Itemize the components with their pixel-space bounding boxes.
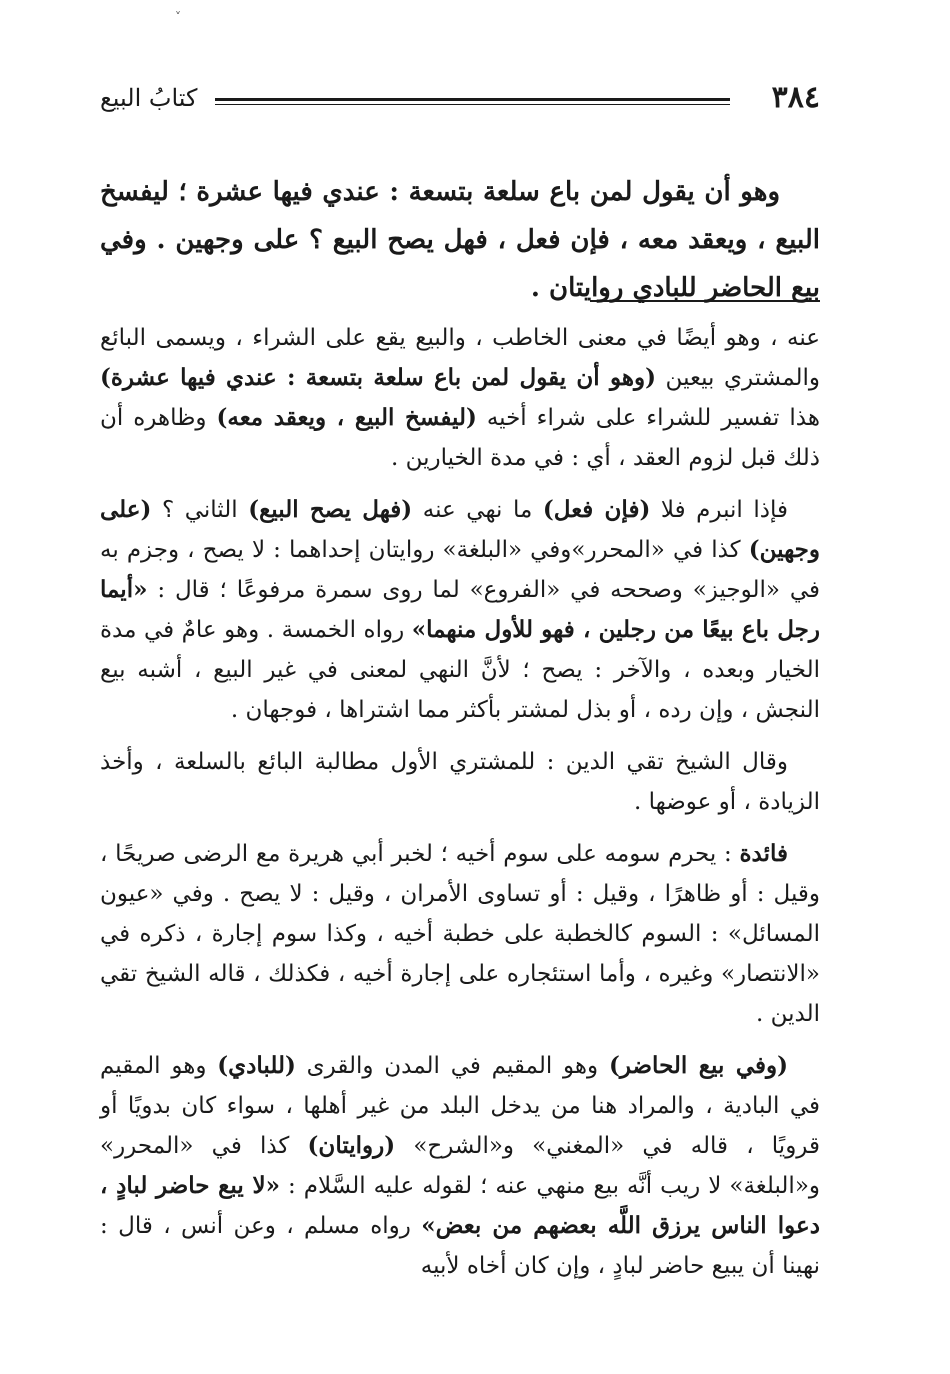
text-run: هذا تفسير للشراء على شراء أخيه (476, 405, 820, 431)
quoted-matn: (للبادي) (217, 1052, 296, 1079)
commentary-paragraph-3 (100, 742, 820, 822)
quoted-matn: (على وجهين) (100, 496, 820, 563)
matn-text-block (100, 168, 820, 312)
commentary-paragraph-1 (100, 318, 820, 478)
text-run: فإذا انبرم فلا (650, 497, 789, 523)
footnote-divider (590, 300, 820, 302)
page-number: ٣٨٤ (771, 80, 820, 115)
commentary-block (100, 318, 820, 1298)
quoted-matn: (فهل يصح البيع) (248, 496, 413, 523)
text-run: رواه الخمسة . وهو عامٌ في مدة الخيار وبعده ، والآخر : يصح ؛ لأنَّ النهي لمعنى في غير البيع ، أشبه بيع النجش ، وإن رده ، أو بذل لمشتر بأكثر مما اشتراها ، فوجهان . (100, 617, 820, 723)
text-run: عنه ، وهو أيضًا في معنى الخاطب ، والبيع يقع على الشراء ، ويسمى البائع والمشتري بيعين (100, 325, 820, 391)
text-run: رواه مسلم ، وعن أنس ، قال : نهينا أن يبيع حاضر لبادٍ ، وإن كان أخاه لأبيه (100, 1213, 820, 1279)
hadith-quote: «لا يبع حاضر لبادٍ ، دعوا الناس يرزق اللَّه بعضهم من بعض» (100, 1172, 820, 1239)
text-run: وظاهره أن ذلك قبل لزوم العقد ، أي : في مدة الخيارين . (100, 405, 820, 471)
text-run: وقال الشيخ تقي الدين : للمشتري الأول مطالبة البائع بالسلعة ، وأخذ الزيادة ، أو عوضها . (100, 749, 820, 815)
quoted-matn: (ليفسخ البيع ، ويعقد معه) (216, 404, 477, 431)
note-label: فائدة (739, 840, 788, 867)
page-header (100, 72, 820, 122)
header-rule (215, 98, 730, 105)
quoted-matn: (وهو أن يقول لمن باع سلعة بتسعة : عندي فيها عشرة) (100, 364, 656, 391)
commentary-paragraph-4 (100, 834, 820, 1034)
book-title: كتابُ البيع (100, 84, 198, 112)
hadith-quote: «أيما رجل باع بيعًا من رجلين ، فهو للأول منهما» (100, 576, 820, 643)
text-run: الثاني ؟ (151, 497, 249, 523)
text-run: ما نهي عنه (412, 497, 543, 523)
text-run: : يحرم سومه على سوم أخيه ؛ لخبر أبي هريرة مع الرضى صريحًا ، وقيل : أو ظاهرًا ، وقيل : أو تساوى الأمران ، وقيل : لا يصح . وفي «عيون المسائل» : السوم كالخطبة على خطبة أخيه ، وكذا سوم إجارة ، ذكره في «الانتصار» وغيره ، وأما استئجاره على إجارة أخيه ، فكذلك ، قاله الشيخ تقي الدين . (100, 841, 820, 1027)
matn-text: وهو أن يقول لمن باع سلعة بتسعة : عندي فيها عشرة ؛ ليفسخ البيع ، ويعقد معه ، فإن فعل ، فهل يصح البيع ؟ على وجهين . وفي بيع الحاضر للبادي روايتان . (100, 177, 820, 303)
commentary-paragraph-5 (100, 1046, 820, 1286)
quoted-matn: (فإن فعل) (542, 496, 651, 523)
quoted-matn: (روايتان) (307, 1132, 396, 1159)
text-run: كذا في «المحرر»وفي «البلغة» روايتان إحداهما : لا يصح ، وجزم به في «الوجيز» وصححه في «الفروع» لما روى سمرة مرفوعًا ؛ قال : (100, 537, 820, 603)
scan-mark: ˅ (175, 10, 181, 24)
commentary-paragraph-2 (100, 490, 820, 730)
text-run: كذا في «المحرر» و«البلغة» لا ريب أنَّه بيع منهي عنه ؛ لقوله عليه السَّلام : (100, 1133, 821, 1199)
quoted-matn: (وفي بيع الحاضر) (608, 1052, 789, 1079)
text-run: وهو المقيم في البادية ، والمراد هنا من يدخل البلد من غير أهلها ، سواء كان بدويًا أو قرويًا ، قاله في «المغني» و«الشرح» (100, 1053, 820, 1159)
text-run: وهو المقيم في المدن والقرى (295, 1053, 609, 1079)
